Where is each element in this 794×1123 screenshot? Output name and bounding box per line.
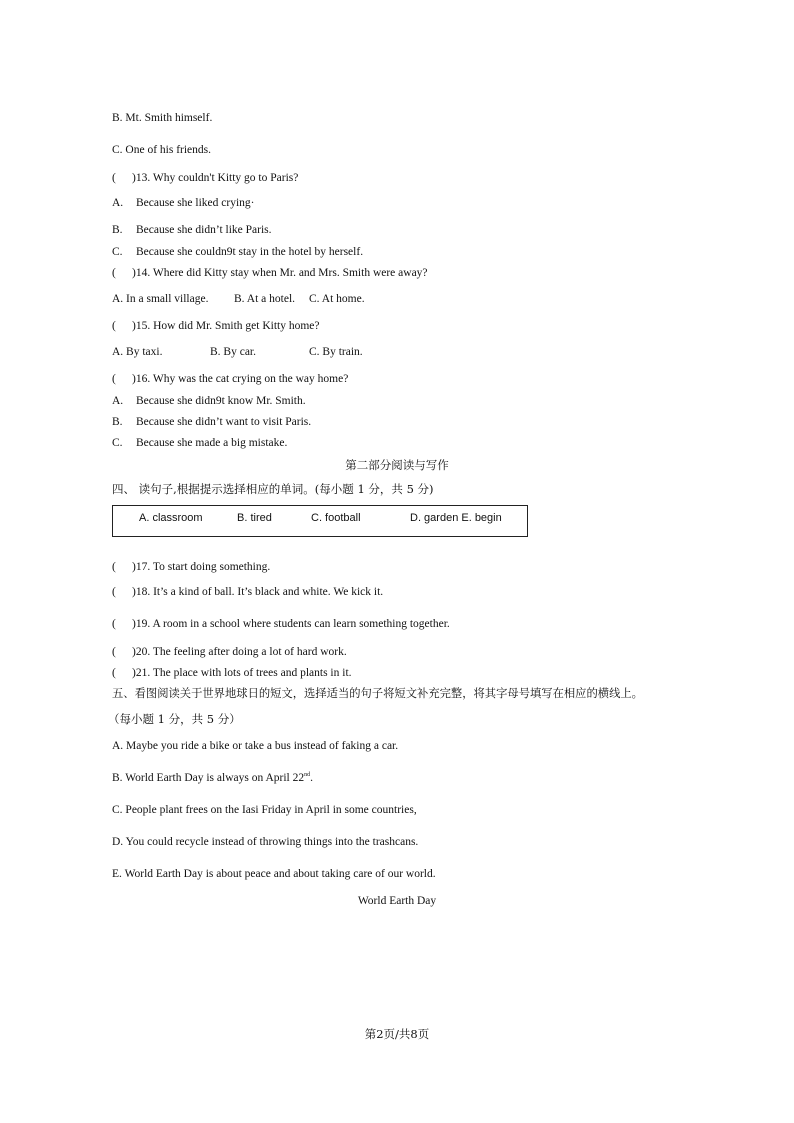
word-option: B. tired (237, 512, 272, 524)
sentence-option-a: A. Maybe you ride a bike or take a bus instead of faking a car. (112, 740, 399, 752)
question-text: )14. Where did Kitty stay when Mr. and Mrs. Smith were away? (132, 267, 428, 279)
q16-option-c (112, 436, 287, 450)
word-option: C. football (311, 512, 361, 524)
answer-paren: ( (112, 618, 116, 630)
sentence-option-b (112, 771, 313, 785)
q15-option-a: A. By taxi. (112, 346, 163, 358)
sentence-option-d: D. You could recycle instead of throwing things into the trashcans. (112, 836, 419, 848)
option-text: Because she made a big mistake. (136, 437, 288, 449)
option-label: B. (112, 416, 123, 428)
section5-heading-score: （每小题 1 分，共 5 分） (108, 712, 241, 726)
ordinal-suffix: nd (304, 772, 311, 779)
question-text: )16. Why was the cat crying on the way home? (132, 373, 349, 385)
option-text: Because she liked crying· (136, 197, 255, 209)
answer-paren: ( (112, 667, 116, 679)
question-text: )15. How did Mr. Smith get Kitty home? (132, 320, 320, 332)
question-19 (112, 617, 450, 631)
answer-paren: ( (112, 586, 116, 598)
option-label: A. (112, 197, 124, 209)
question-text: )18. It’s a kind of ball. It’s black and white. We kick it. (132, 586, 384, 598)
page-footer: 第2页/共8页 (364, 1027, 430, 1041)
q16-option-b (112, 415, 311, 429)
question-14 (112, 266, 428, 280)
option-label: C. (112, 246, 123, 258)
question-20 (112, 645, 347, 659)
q15-option-b: B. By car. (210, 346, 256, 358)
question-18 (112, 585, 383, 599)
word-option: A. classroom (139, 512, 203, 524)
question-text: )17. To start doing something. (132, 561, 271, 573)
sentence-option-c: C. People plant frees on the Iasi Friday in April in some countries, (112, 804, 417, 816)
section5-heading: 五、看图阅读关于世界地球日的短文，选择适当的句子将短文补充完整，将其字母号填写在相应的横线上。 (112, 687, 643, 700)
option-label: B. (112, 224, 123, 236)
q14-option-a: A. In a small village. (112, 293, 209, 305)
option-text: Because she didn’t like Paris. (136, 224, 272, 236)
section4-heading: 四、 读句子,根据提示选择相应的单词。(每小题 1 分，共 5 分) (112, 482, 434, 496)
question-16 (112, 372, 348, 386)
sentence-text: B. World Earth Day is always on April 22 (112, 772, 305, 784)
option-label: C. (112, 437, 123, 449)
q13-option-a (112, 196, 254, 210)
q14-option-b: B. At a hotel. (234, 293, 296, 305)
answer-paren: ( (112, 320, 116, 332)
word-bank (112, 505, 528, 537)
option-text: Because she didn’t want to visit Paris. (136, 416, 312, 428)
q15-option-c: C. By train. (309, 346, 363, 358)
question-text: )19. A room in a school where students can learn something together. (132, 618, 450, 630)
part2-title: 第二部分阅读与写作 (345, 458, 449, 472)
q13-option-c (112, 245, 363, 259)
option-text: Because she couldn9t stay in the hotel by herself. (136, 246, 364, 258)
word-option: D. garden E. begin (410, 512, 502, 524)
q16-option-a (112, 394, 306, 408)
question-text: )13. Why couldn't Kitty go to Paris? (132, 172, 299, 184)
question-15 (112, 319, 320, 333)
passage-title: World Earth Day (357, 895, 437, 907)
q12-option-b: B. Mt. Smith himself. (112, 112, 213, 124)
q13-option-b (112, 223, 272, 237)
answer-paren: ( (112, 646, 116, 658)
question-text: )20. The feeling after doing a lot of hard work. (132, 646, 347, 658)
sentence-end: . (310, 772, 313, 784)
question-17 (112, 560, 270, 574)
option-label: A. (112, 395, 124, 407)
q14-option-c: C. At home. (309, 293, 365, 305)
question-text: )21. The place with lots of trees and plants in it. (132, 667, 352, 679)
question-21 (112, 666, 352, 680)
q12-option-c: C. One of his friends. (112, 144, 212, 156)
option-text: Because she didn9t know Mr. Smith. (136, 395, 306, 407)
answer-paren: ( (112, 172, 116, 184)
answer-paren: ( (112, 267, 116, 279)
sentence-option-e: E. World Earth Day is about peace and about taking care of our world. (112, 868, 436, 880)
answer-paren: ( (112, 373, 116, 385)
answer-paren: ( (112, 561, 116, 573)
question-13 (112, 171, 298, 185)
